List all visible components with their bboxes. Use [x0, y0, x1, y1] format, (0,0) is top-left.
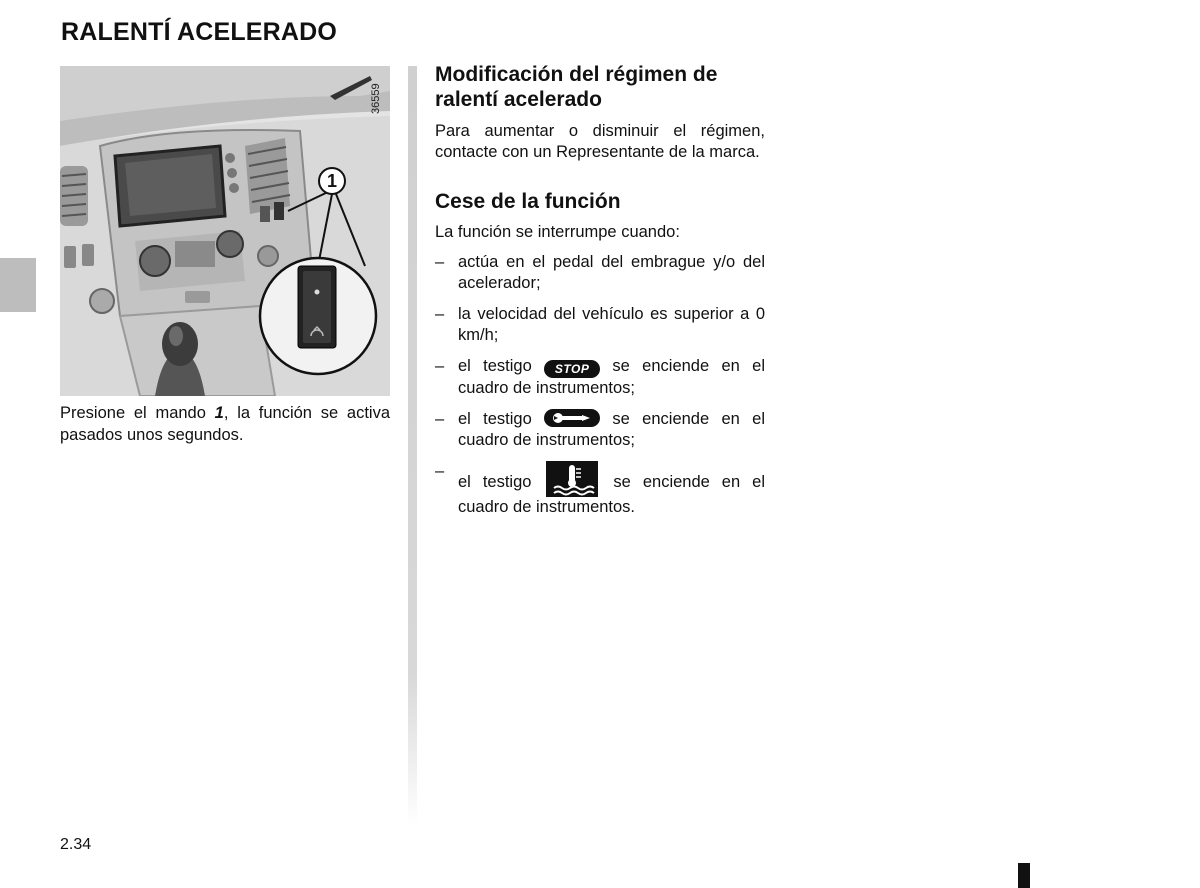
- column-divider: [408, 66, 417, 826]
- list-item-text-after: se enciende en el cuadro de instrumentos;: [458, 410, 766, 449]
- right-column: [435, 62, 765, 528]
- list-item-text: actúa en el pedal del embrague y/o del acelerador;: [458, 253, 765, 292]
- list-item: [435, 252, 765, 294]
- list-item: [435, 461, 765, 518]
- wrench-indicator-icon: [544, 409, 600, 427]
- caption-text-before: Presione el mando: [60, 404, 215, 422]
- chapter-tab: [0, 258, 36, 312]
- list-item-text: la velocidad del vehículo es superior a 0 km/h;: [458, 305, 765, 344]
- bullet-dash: –: [435, 357, 445, 375]
- callout-label: 1: [326, 171, 337, 191]
- section-intro-stop: La función se interrumpe cuando:: [435, 223, 680, 241]
- bullet-dash: –: [435, 462, 445, 480]
- figure-code: 36559: [370, 83, 382, 114]
- page-title: RALENTÍ ACELERADO: [61, 18, 338, 46]
- dashboard-photo: [60, 66, 390, 396]
- caption-control-number: 1: [214, 404, 224, 422]
- page-corner-mark: [1018, 863, 1030, 888]
- bullet-dash: –: [435, 410, 445, 428]
- list-item: [435, 304, 765, 346]
- bullet-dash: –: [435, 253, 445, 271]
- list-item: [435, 356, 765, 399]
- page-number: 2.34: [60, 836, 92, 853]
- list-item-text-before: el testigo: [458, 473, 544, 491]
- stop-indicator-icon: STOP: [544, 360, 600, 378]
- section-text-modification: Para aumentar o disminuir el régimen, contacte con un Representante de la marca.: [435, 122, 765, 161]
- list-item-text-before: el testigo: [458, 410, 545, 428]
- list-item-text-before: el testigo: [458, 357, 545, 375]
- list-item: [435, 409, 765, 451]
- stop-conditions-list: [435, 252, 765, 518]
- coolant-temperature-icon: [546, 461, 598, 497]
- list-item-text-after: se enciende en el cuadro de instrumentos;: [458, 357, 766, 397]
- figure-caption: [60, 402, 390, 446]
- section-heading-modification: Modificación del régimen de ralentí acelerado: [435, 63, 718, 111]
- bullet-dash: –: [435, 305, 445, 323]
- section-heading-stop: Cese de la función: [435, 190, 621, 213]
- caption-text-after: , la función se activa pasados unos segundos.: [60, 404, 391, 444]
- list-item-text-after: se enciende en el cuadro de instrumentos.: [458, 473, 765, 516]
